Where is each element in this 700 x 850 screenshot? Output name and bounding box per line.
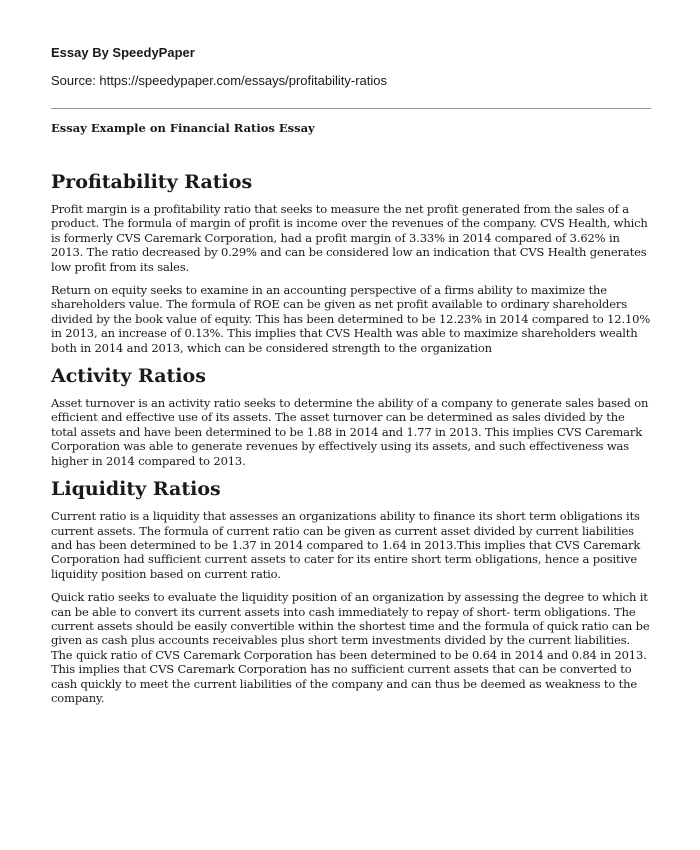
paragraph: Quick ratio seeks to evaluate the liquidity position of an organization by assessing the degree to which it can be able to convert its current assets into cash immediately to repay of short- term obligations. The current assets should be easily convertible within the shortest time and the formula of quick ratio can be given as cash plus accounts receivables plus short term investments divided by the current liabilities. The quick ratio of CVS Caremark Corporation has been determined to be 0.64 in 2014 and 0.84 in 2013. This implies that CVS Caremark Corporation has no sufficient current assets that can be converted to cash quickly to meet the current liabilities of the company and can thus be deemed as weakness to the company. — [51, 590, 650, 705]
section-activity-ratios — [51, 364, 651, 468]
section-heading: Activity Ratios — [51, 365, 206, 388]
section-heading: Liquidity Ratios — [51, 478, 221, 501]
essay-title: Essay Example on Financial Ratios Essay — [51, 121, 315, 135]
essay-body — [51, 170, 651, 714]
paragraph: Current ratio is a liquidity that assesses an organizations ability to finance its short term obligations its current assets. The formula of current ratio can be given as current asset divided by current liabilities and has been determined to be 1.37 in 2014 compared to 1.64 in 2013.This implies that CVS Caremark Corporation had sufficient current assets to cater for its entire short term obligations, hence a positive liquidity position based on current ratio. — [51, 509, 641, 581]
section-profitability-ratios — [51, 170, 651, 355]
paragraph: Asset turnover is an activity ratio seeks to determine the ability of a company to generate sales based on efficient and effective use of its assets. The asset turnover can be determined as sales divided by the total assets and have been determined to be 1.88 in 2014 and 1.77 in 2013. This implies CVS Caremark Corporation was able to generate revenues by effectively using its assets, and such effectiveness was higher in 2014 compared to 2013. — [51, 396, 649, 468]
brand-label: Essay By SpeedyPaper — [51, 45, 195, 60]
source-line: Source: https://speedypaper.com/essays/profitability-ratios — [51, 73, 387, 88]
paragraph: Profit margin is a profitability ratio that seeks to measure the net profit generated from the sales of a product. The formula of margin of profit is income over the revenues of the company. CVS Health, which is formerly CVS Caremark Corporation, had a profit margin of 3.33% in 2014 compared of 3.62% in 2013. The ratio decreased by 0.29% and can be considered low an indication that CVS Health generates low profit from its sales. — [51, 202, 648, 274]
header-divider — [51, 108, 651, 109]
paragraph: Return on equity seeks to examine in an accounting perspective of a firms ability to maximize the shareholders value. The formula of ROE can be given as net profit available to ordinary shareholders divided by the book value of equity. This has been determined to be 12.23% in 2014 compared to 12.10% in 2013, an increase of 0.13%. This implies that CVS Health was able to maximize shareholders wealth both in 2014 and 2013, which can be considered strength to the organization — [51, 283, 651, 355]
document-header — [51, 44, 651, 90]
section-liquidity-ratios — [51, 477, 651, 705]
section-heading: Profitability Ratios — [51, 171, 253, 193]
